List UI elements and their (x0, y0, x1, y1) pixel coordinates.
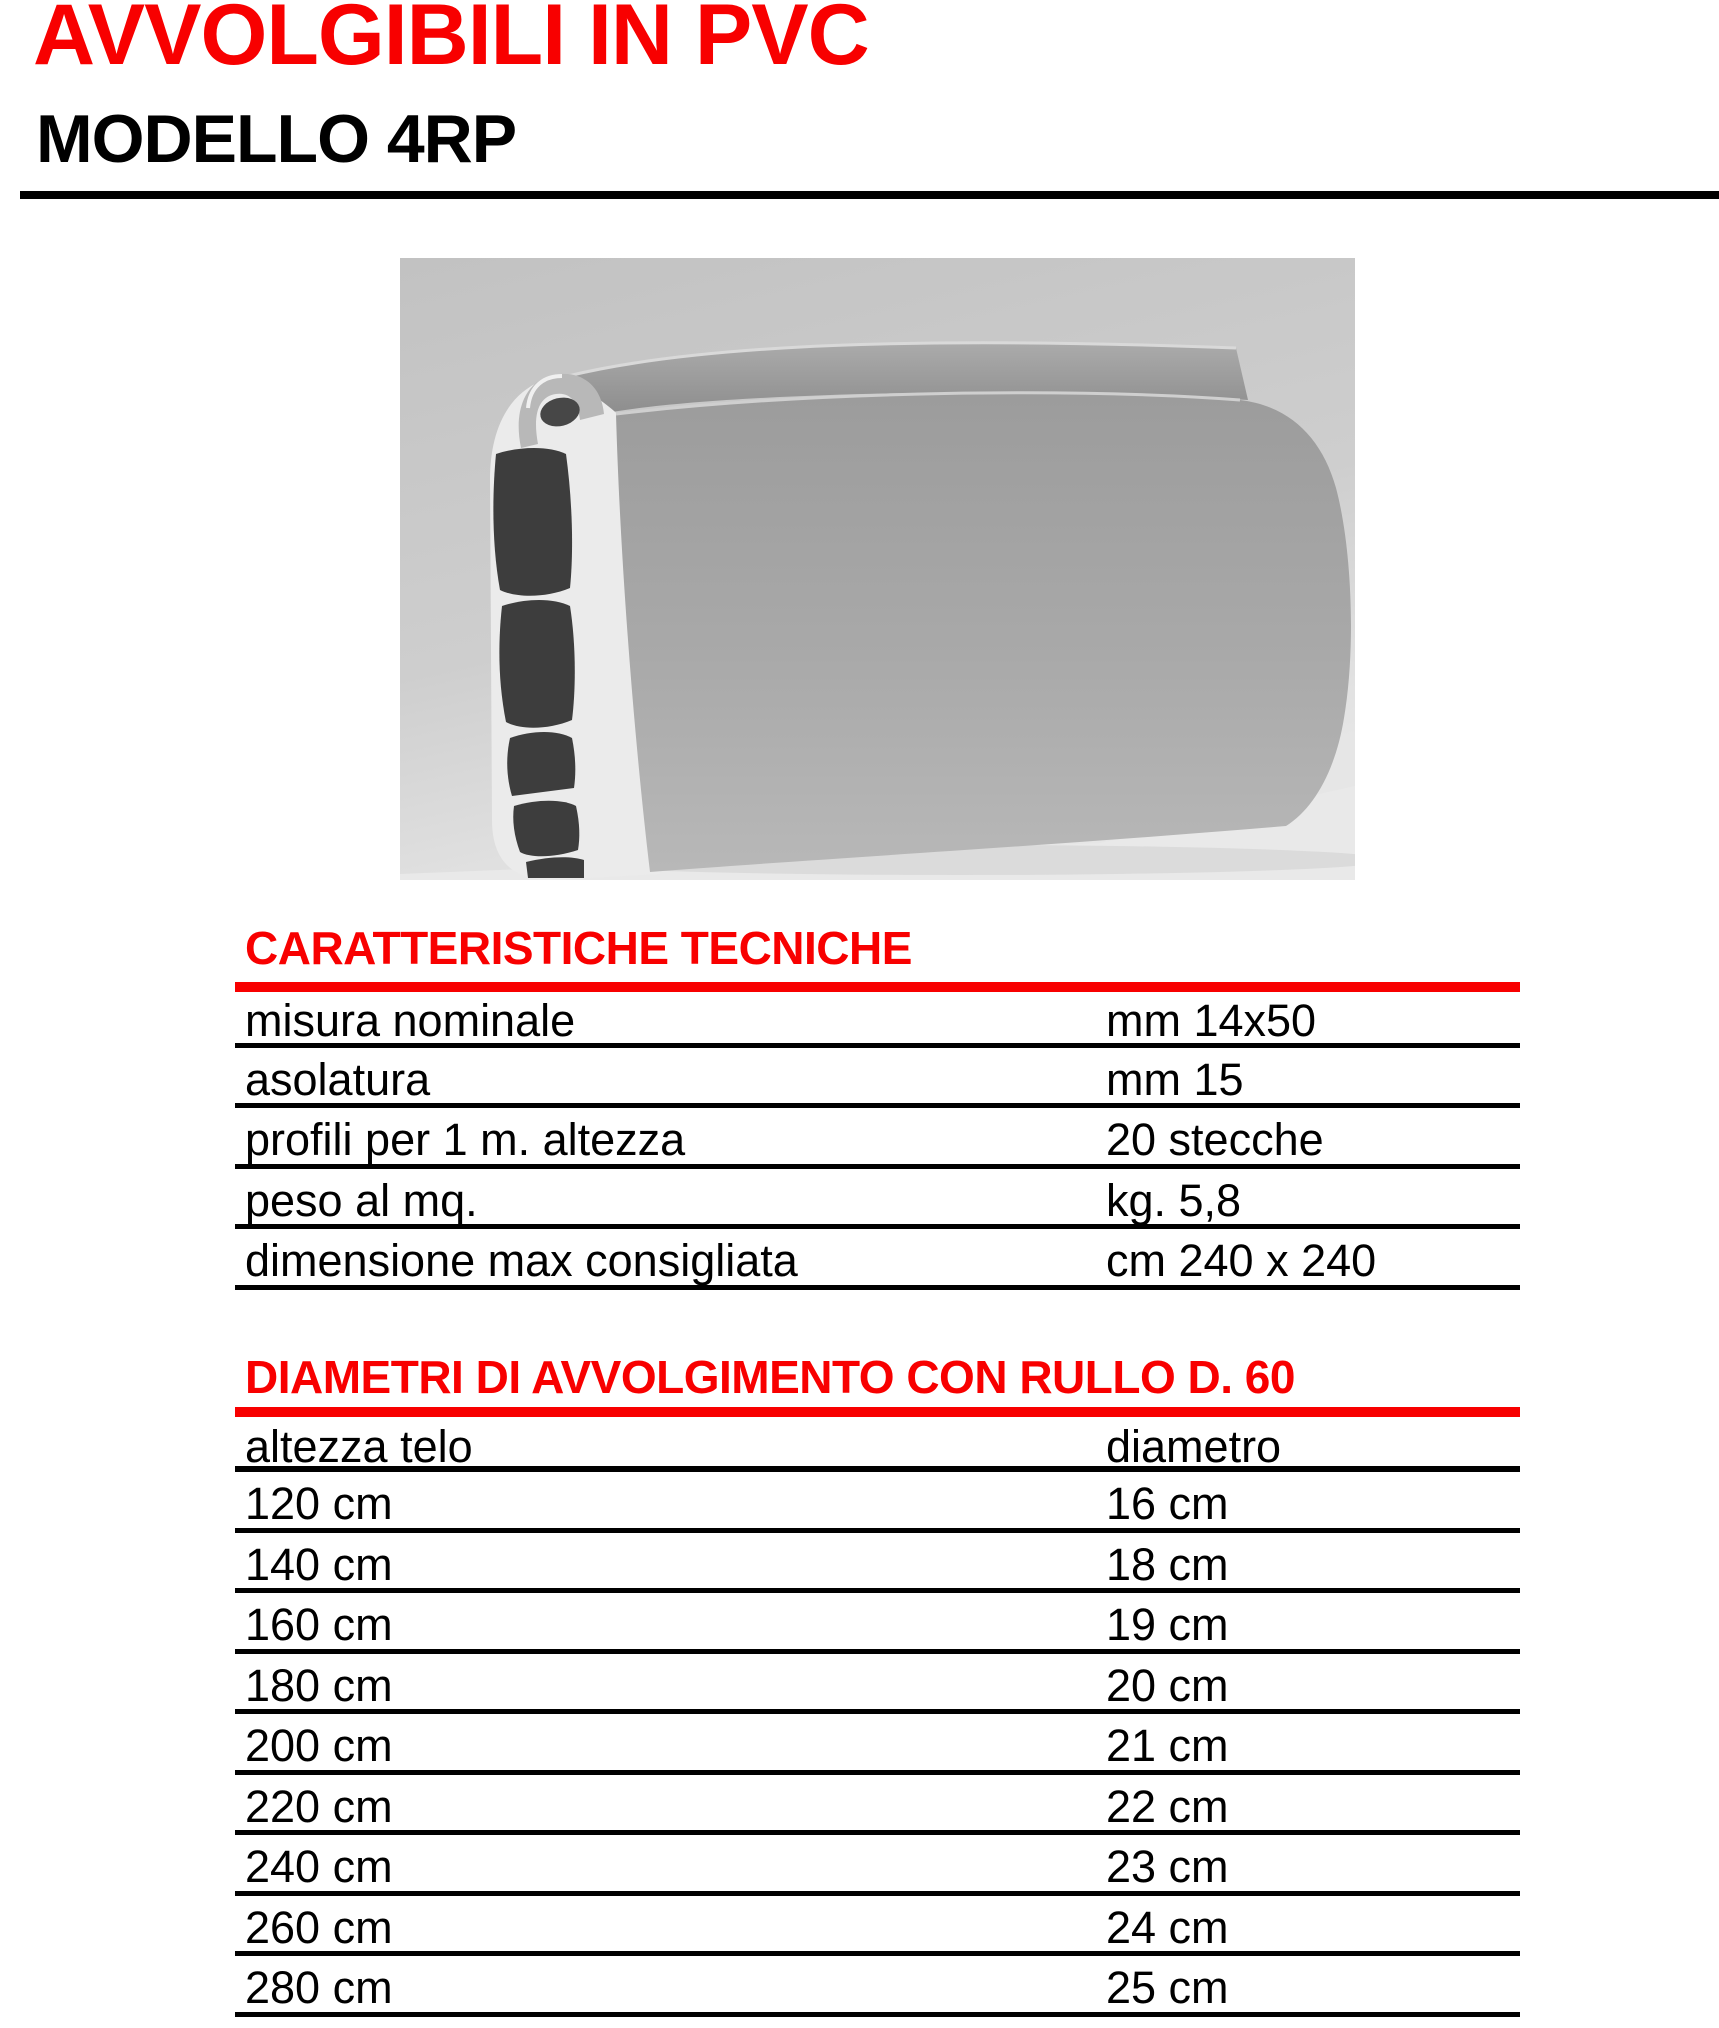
row-label: dimensione max consigliata (245, 1235, 798, 1286)
row-label: 120 cm (245, 1478, 393, 1529)
tech-table (235, 992, 1520, 1290)
table-row (235, 992, 1520, 1048)
page-subtitle: MODELLO 4RP (36, 101, 517, 177)
section-rule-red (235, 982, 1520, 992)
row-label: 260 cm (245, 1901, 393, 1953)
row-value: 22 cm (1106, 1780, 1229, 1832)
pvc-slat-profile-illustration (400, 258, 1355, 880)
section-caratteristiche (235, 924, 1520, 1290)
row-value: 20 stecche (1106, 1114, 1324, 1165)
section-title-diametri: DIAMETRI DI AVVOLGIMENTO CON RULLO D. 60 (245, 1351, 1295, 1403)
diametri-table (235, 1472, 1520, 2017)
column-header-altezza-telo: altezza telo (245, 1421, 473, 1472)
row-label: 280 cm (245, 1962, 393, 2013)
row-label: 220 cm (245, 1780, 393, 1832)
table-row (235, 1835, 1520, 1896)
row-value: 24 cm (1106, 1901, 1229, 1953)
section-rule-red (235, 1407, 1520, 1417)
table-row (235, 1533, 1520, 1594)
row-value: cm 240 x 240 (1106, 1235, 1377, 1286)
table-row (235, 1654, 1520, 1715)
row-label: peso al mq. (245, 1174, 478, 1226)
table-row (235, 1229, 1520, 1290)
row-label: 140 cm (245, 1538, 393, 1590)
row-value: 20 cm (1106, 1659, 1229, 1711)
section-diametri (235, 1353, 1520, 2017)
pvc-profile-photo (400, 258, 1355, 880)
title-divider (20, 191, 1719, 199)
row-label: asolatura (245, 1053, 431, 1105)
row-value: 25 cm (1106, 1962, 1229, 2013)
table-row (235, 1108, 1520, 1169)
table-row (235, 1472, 1520, 1533)
row-value: 18 cm (1106, 1538, 1229, 1590)
row-label: misura nominale (245, 995, 576, 1046)
row-label: profili per 1 m. altezza (245, 1114, 686, 1165)
table-row (235, 1169, 1520, 1230)
table-row (235, 1775, 1520, 1836)
row-value: 23 cm (1106, 1841, 1229, 1892)
table-row (235, 1956, 1520, 2017)
row-value: 19 cm (1106, 1599, 1229, 1650)
row-value: mm 14x50 (1106, 995, 1317, 1046)
row-value: kg. 5,8 (1106, 1174, 1242, 1226)
row-label: 240 cm (245, 1841, 393, 1892)
column-header-diametro: diametro (1106, 1421, 1282, 1472)
table-header-row (235, 1417, 1520, 1472)
table-row (235, 1896, 1520, 1957)
row-label: 160 cm (245, 1599, 393, 1650)
row-value: 21 cm (1106, 1720, 1229, 1771)
section-title-caratteristiche: CARATTERISTICHE TECNICHE (245, 922, 912, 974)
page-title: AVVOLGIBILI IN PVC (33, 0, 869, 83)
row-value: 16 cm (1106, 1478, 1229, 1529)
row-label: 180 cm (245, 1659, 393, 1711)
table-row (235, 1714, 1520, 1775)
row-label: 200 cm (245, 1720, 393, 1771)
table-row (235, 1593, 1520, 1654)
table-row (235, 1048, 1520, 1109)
row-value: mm 15 (1106, 1053, 1244, 1105)
